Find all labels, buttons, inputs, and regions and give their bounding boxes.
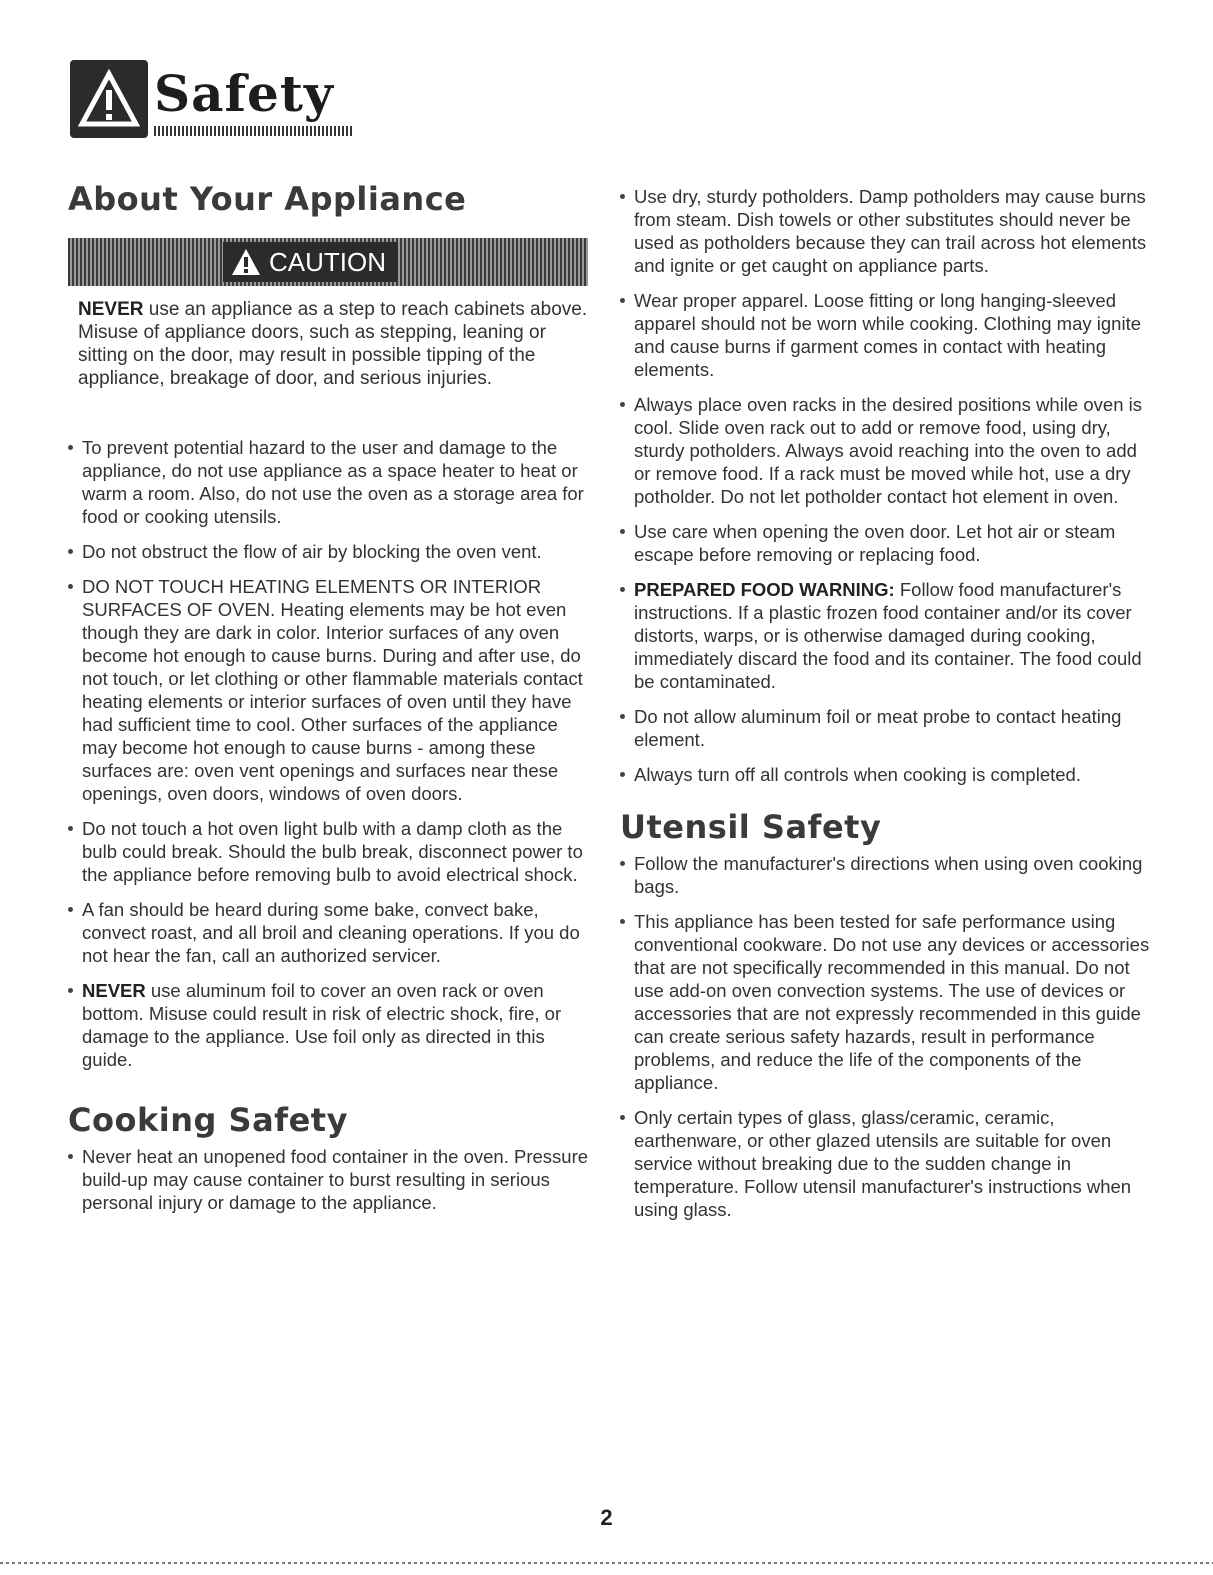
list-item: To prevent potential hazard to the user and damage to the appliance, do not use appliance as a space heater to heat or warm a room. Also, do not use the oven as a storage area for food or cooking utensils. (68, 436, 593, 528)
about-heading: About Your Appliance (68, 180, 467, 218)
list-item: Do not obstruct the flow of air by blocking the oven vent. (68, 540, 593, 563)
list-item: Only certain types of glass, glass/ceramic, ceramic, earthenware, or other glazed utensils are suitable for oven service without breaking due to the sudden change in temperature. Follow utensil manufacturer's instructions when using glass. (620, 1106, 1150, 1221)
list-item: Use care when opening the oven door. Let hot air or steam escape before removing or replacing food. (620, 520, 1150, 566)
caution-body: use an appliance as a step to reach cabinets above. Misuse of appliance doors, such as stepping, leaning or sitting on the door, may result in possible tipping of the appliance, breakage of door, and serious injuries. (78, 299, 588, 389)
cooking-bullet-list-left (68, 1145, 593, 1214)
list-item: Follow the manufacturer's directions when using oven cooking bags. (620, 852, 1150, 898)
list-item: Do not touch a hot oven light bulb with a damp cloth as the bulb could break. Should the bulb break, disconnect power to the appliance before removing bulb to avoid electrical shock. (68, 817, 593, 886)
list-item (68, 979, 593, 1071)
list-item: Never heat an unopened food container in the oven. Pressure build-up may cause container to burst resulting in serious personal injury or damage to the appliance. (68, 1145, 593, 1214)
right-column (620, 185, 1150, 1233)
prepared-food-body: Follow food manufacturer's instructions. If a plastic frozen food container and/or its cover distorts, warps, or is otherwise damaged during cooking, immediately discard the food and its container. The food could be contaminated. (634, 579, 1142, 692)
caution-label-box (223, 242, 398, 282)
caution-label: CAUTION (269, 247, 386, 277)
list-item: Always place oven racks in the desired positions while oven is cool. Slide oven rack out to add or remove food, using dry, sturdy potholders. Always avoid reaching into the oven to add or remove food. If a rack must be moved while hot, use a dry potholder. Do not let potholder contact hot element in oven. (620, 393, 1150, 508)
never-body: use aluminum foil to cover an oven rack or oven bottom. Misuse could result in risk of electric shock, fire, or damage to the appliance. Use foil only as directed in this guide. (82, 980, 562, 1070)
caution-text (78, 298, 588, 390)
cooking-heading: Cooking Safety (68, 1101, 348, 1139)
never-lead: NEVER (82, 980, 146, 1001)
footer-rule (0, 1562, 1213, 1564)
list-item: Do not allow aluminum foil or meat probe to contact heating element. (620, 705, 1150, 751)
utensil-heading: Utensil Safety (620, 808, 882, 846)
list-item: Wear proper apparel. Loose fitting or long hanging-sleeved apparel should not be worn while cooking. Clothing may ignite and cause burns if garment comes in contact with heating elements. (620, 289, 1150, 381)
list-item: This appliance has been tested for safe performance using conventional cookware. Do not use any devices or accessories that are not specifically recommended in this manual. Do not use add-on oven convection systems. The use of devices or accessories that are not expressly recommended in this guide can create serious safety hazards, result in performance problems, and reduce the life of the components of the appliance. (620, 910, 1150, 1094)
page-title: Safety (154, 64, 334, 123)
about-bullet-list (68, 436, 593, 1071)
warning-triangle-icon (70, 60, 148, 138)
list-item: Use dry, sturdy potholders. Damp potholders may cause burns from steam. Dish towels or other substitutes should never be used as potholders because they can trail across hot elements and ignite or get caught on appliance parts. (620, 185, 1150, 277)
list-item: DO NOT TOUCH HEATING ELEMENTS OR INTERIOR SURFACES OF OVEN. Heating elements may be hot even though they are dark in color. Interior surfaces of any oven become hot enough to cause burns. During and after use, do not touch, or let clothing or other flammable materials contact heating elements or interior surfaces of oven until they have had sufficient time to cool. Other surfaces of the appliance may become hot enough to cause burns - among these surfaces are: oven vent openings and surfaces near these openings, oven doors, windows of oven doors. (68, 575, 593, 805)
list-item: Always turn off all controls when cooking is completed. (620, 763, 1150, 786)
title-underline (154, 126, 354, 136)
page-number: 2 (600, 1505, 613, 1530)
list-item: A fan should be heard during some bake, convect bake, convect roast, and all broil and cleaning operations. If you do not hear the fan, call an authorized servicer. (68, 898, 593, 967)
cooking-bullet-list-right (620, 185, 1150, 786)
left-column (68, 180, 593, 1226)
caution-lead: NEVER (78, 299, 144, 320)
caution-banner (68, 238, 588, 286)
utensil-bullet-list (620, 852, 1150, 1221)
warning-triangle-icon (231, 248, 261, 276)
list-item (620, 578, 1150, 693)
prepared-food-lead: PREPARED FOOD WARNING: (634, 579, 895, 600)
